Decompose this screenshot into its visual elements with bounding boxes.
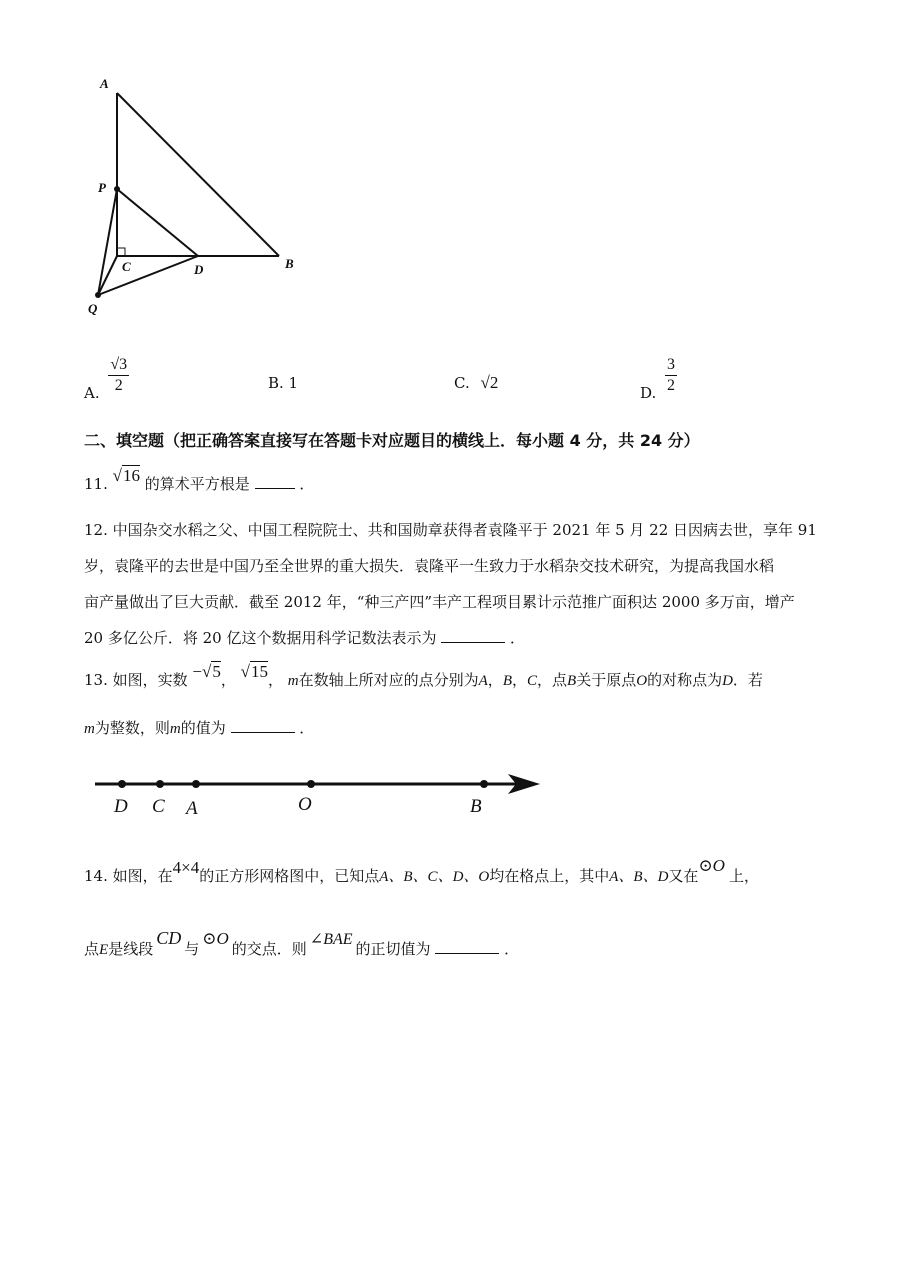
q13-l2-a: 为整数，则	[94, 719, 170, 737]
label-B: B	[285, 256, 294, 271]
q13-sqrt15: √15	[240, 662, 268, 681]
q13-end: ．	[299, 719, 315, 737]
q14-l2-circle: ⊙O	[202, 929, 229, 948]
q12-end: ．	[510, 629, 526, 647]
q14-l2-E: E	[99, 942, 109, 958]
option-d-fraction	[665, 355, 677, 396]
q13-answer-blank[interactable]	[231, 718, 295, 733]
q13-l2-m: m	[84, 721, 95, 737]
q12-line-3: 亩产量做出了巨大贡献．截至 2012 年，“种三产四”丰产工程项目累计示范推广面积达 2000 多万亩，增产	[84, 593, 795, 611]
q14-l2-b: 是线段	[108, 940, 154, 958]
option-a-numerator: √3	[108, 355, 129, 376]
option-a	[84, 355, 129, 402]
label-P: P	[98, 180, 106, 195]
section-heading: 二、填空题（把正确答案直接写在答题卡对应题目的横线上．每小题 4 分，共 24 分）	[84, 431, 700, 450]
q13-radicand-5: 5	[212, 662, 221, 681]
q14-l2-a: 点	[84, 940, 100, 958]
q13-l2-b: 的值为	[180, 719, 226, 737]
q14-circle: ⊙O	[698, 856, 725, 875]
option-c-label: C.	[454, 374, 470, 392]
q12-line-4	[84, 628, 826, 648]
q14-mid: 的正方形网格图中，已知点	[199, 867, 380, 885]
q13-comma-1: ，	[220, 671, 236, 689]
q14-l2-e: 的正切值为	[355, 940, 431, 958]
q12-line-2: 岁，袁隆平的去世是中国乃至全世界的重大损失．袁隆平一生致力于水稻杂交技术研究，为提高我国水稻	[84, 557, 775, 575]
q13-tail1: ，点	[537, 671, 568, 689]
question-13-line-2	[84, 718, 314, 739]
q14-l2-c: 与	[184, 940, 200, 958]
label-Q: Q	[88, 301, 98, 316]
question-12	[84, 520, 826, 648]
q14-mid2: 均在格点上，其中	[489, 867, 610, 885]
question-11	[84, 466, 315, 494]
q14-end1: 上，	[728, 867, 759, 885]
option-a-label: A.	[84, 383, 100, 402]
option-d-denominator: 2	[667, 377, 676, 394]
triangle-figure	[80, 70, 320, 320]
q13-tail3: 的对称点为	[647, 671, 723, 689]
q11-radical: √16	[112, 466, 140, 485]
q11-radicand: 16	[122, 466, 140, 485]
nl-label-C: C	[152, 796, 165, 817]
q13-sep1: ，	[487, 671, 503, 689]
label-D: D	[194, 262, 204, 277]
q14-l2-d: 的交点．则	[231, 940, 307, 958]
q13-prefix: 13. 如图，实数	[84, 671, 188, 689]
option-b: B. 1	[268, 374, 299, 392]
question-14-line-1	[84, 856, 759, 887]
q13-pt-C: C	[527, 673, 538, 689]
option-d-label: D.	[640, 383, 657, 402]
option-d-numerator: 3	[665, 355, 677, 376]
nl-label-A: A	[186, 798, 198, 819]
q14-l2-angle: ∠BAE	[309, 931, 353, 948]
nl-label-O: O	[298, 794, 312, 815]
q13-tail2: 关于原点	[576, 671, 637, 689]
q14-end2: ．	[504, 940, 520, 958]
q13-pt-D: D	[722, 673, 733, 689]
option-a-denominator: 2	[114, 377, 123, 394]
q13-var-m: m	[287, 673, 299, 689]
question-13-line-1	[84, 662, 763, 691]
question-14-line-2	[84, 928, 520, 960]
q13-sep2: ，	[511, 671, 527, 689]
nl-label-D: D	[114, 796, 128, 817]
option-c-value: √2	[480, 373, 499, 392]
q11-number: 11.	[84, 475, 108, 493]
q11-answer-blank[interactable]	[255, 474, 295, 489]
q11-end: ．	[299, 475, 315, 493]
q14-prefix: 14. 如图，在	[84, 867, 173, 885]
option-c	[454, 373, 498, 393]
label-C: C	[122, 259, 131, 274]
q13-tail4: ．若	[732, 671, 763, 689]
q13-neg-sqrt5: −√5	[192, 662, 221, 681]
q13-pt-A: A	[478, 673, 488, 689]
q12-line-4-text: 20 多亿公斤．将 20 亿这个数据用科学记数法表示为	[84, 629, 437, 647]
q13-pt-B: B	[502, 673, 512, 689]
q13-mid: 在数轴上所对应的点分别为	[298, 671, 479, 689]
q14-answer-blank[interactable]	[435, 939, 499, 954]
option-d	[640, 355, 677, 402]
q14-mid3: 又在	[668, 867, 699, 885]
q14-pts: A、B、C、D、O	[379, 869, 490, 885]
q12-answer-blank[interactable]	[441, 628, 505, 643]
label-A: A	[100, 76, 109, 91]
q13-pt-B2: B	[567, 673, 577, 689]
q11-text: 的算术平方根是	[144, 475, 250, 493]
nl-label-B: B	[470, 796, 482, 817]
q14-pts2: A、B、D	[609, 869, 669, 885]
number-line-figure	[90, 766, 550, 826]
q13-radicand-15: 15	[250, 662, 268, 681]
q13-pt-O: O	[636, 673, 648, 689]
q13-l2-m2: m	[169, 721, 181, 737]
q14-l2-CD: CD	[156, 928, 182, 948]
q13-comma-2: ，	[267, 671, 283, 689]
q12-line-1: 12. 中国杂交水稻之父、中国工程院院士、共和国勋章获得者袁隆平于 2021 年 5 月 22 日因病去世，享年 91	[84, 521, 817, 539]
q14-grid: 4×4	[172, 858, 200, 877]
option-a-fraction	[108, 355, 129, 396]
